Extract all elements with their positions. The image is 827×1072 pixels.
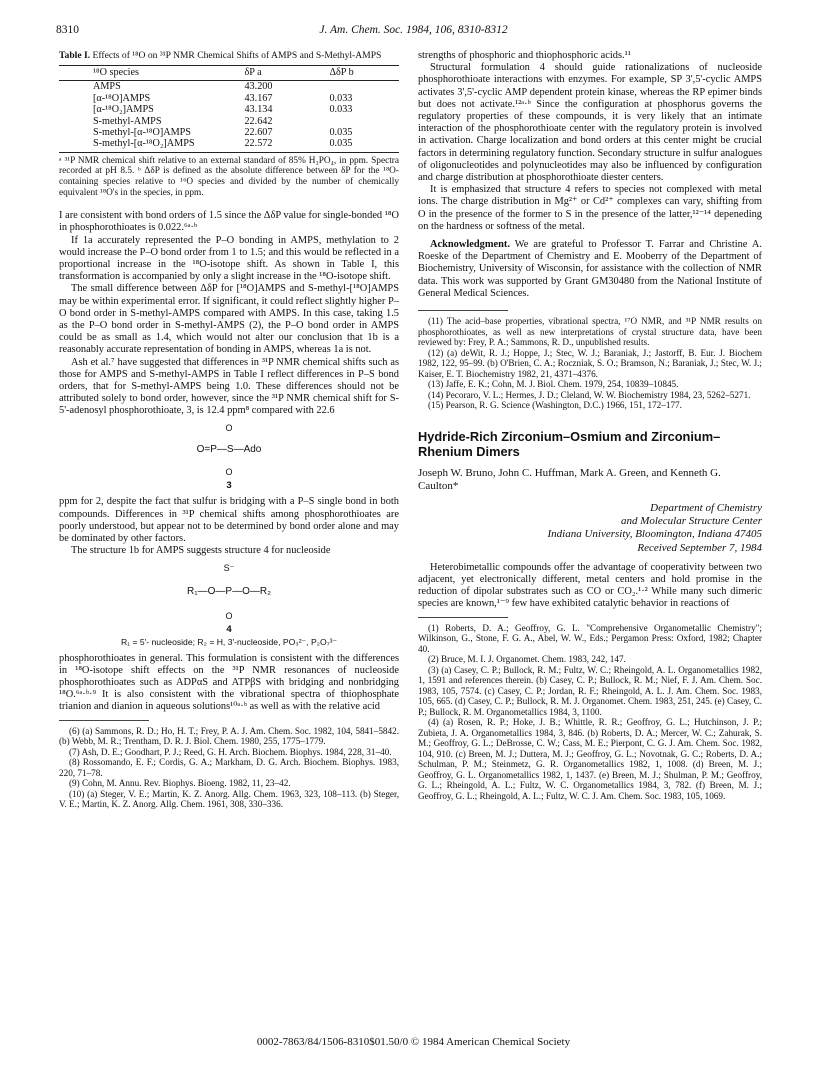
cell-species: [α-¹⁸O₂]AMPS (93, 104, 154, 116)
body-paragraph: I are consistent with bond orders of 1.5 since the ΔδP value for single-bonded ¹⁸O in phosphorothioates is 0.022.⁶ᵃ·ᵇ (59, 210, 399, 234)
col-header-delta: ΔδP b (329, 66, 399, 81)
body-paragraph: Structural formulation 4 should guide rationalizations of nucleoside phosphorothioate interactions with enzymes. For example, SP 3',5'-cyclic AMPS activates 3',5'-cyclic AMP dependent protein kinase, whereas the RP epimer binds but does not activate.¹²ᵃ·ᵇ Since the configuration at phosphorus governs the regulatory properties of these compounds, it is very likely that an intimate interaction of the phosphorothioate center with the regulatory protein is involved in activation. Charge localization and bond orders at this center might be crucial factors in determining regulatory function. Secondary structure in sulfur analogues of oligonucleotides and polynucleotides may also be influenced by configuration and charge distribution at phosphorothioate diester centers. (418, 62, 762, 184)
table-header-row (59, 66, 399, 81)
structure-4-bottom-atom: O (225, 610, 233, 621)
structure-3-label: 3 (226, 480, 232, 492)
body-paragraph: Ash et al.⁷ have suggested that differences in ³¹P NMR chemical shifts such as those for AMPS and S-methyl-AMPS in Table I reflect differences in P–S bond orders, that for S-methyl-AMPS being 1.0. These differences should not be attributed solely to bond order, however, since the ³¹P NMR chemical shift for S-5'-adenosyl phosphorothioate, 3, is 12.4 ppm⁸ compared with 22.6 (59, 356, 399, 417)
reference-item: (7) Ash, D. E.; Goodhart, P. J.; Reed, G. H. Arch. Biochem. Biophys. 1984, 228, 31–40. (69, 746, 392, 757)
received-date: Received September 7, 1984 (637, 541, 762, 554)
body-paragraph: The small difference between ΔδP for [¹⁸O]AMPS and S-methyl-[¹⁸O]AMPS may be within experimental error. If significant, it could reflect slightly higher P–O bond order in S-methyl-AMPS compared with AMPS. In this case, taking 1.5 as the P–O bond order in S-methyl-AMPS (2), the P–O bond order in AMPS could be as small as 1.4, which would not alter our conclusion that 1b is a reasonably accurate representation of bonding in AMPS, whereas 1a is not. (59, 283, 399, 356)
structure-4-top-atom: S⁻ (223, 562, 235, 573)
cell-shift: 22.572 (244, 138, 329, 152)
cell-species: [α-¹⁸O]AMPS (93, 92, 151, 104)
structure-3-bottom-atom: O (225, 467, 233, 478)
col-header-species: ¹⁸O species (59, 66, 244, 81)
table-row (59, 116, 399, 127)
running-header (56, 24, 771, 40)
table-row (59, 104, 399, 115)
footnote-divider (59, 720, 149, 721)
table-row (59, 138, 399, 152)
body-paragraph: Heterobimetallic compounds offer the advantage of cooperativity between two adjacent, yet electronically different, metal centers and hold promise in the reduction of dipolar substrates such as CO or CO₂.¹·² While many such dimeric species are known,¹⁻⁹ few have exhibited catalytic behavior in reactions of (418, 561, 762, 610)
right-column (418, 50, 762, 801)
body-paragraph: strengths of phosphoric and thiophosphoric acids.¹¹ (418, 50, 631, 61)
table-caption (59, 50, 399, 61)
reference-item: (14) Pecoraro, V. L.; Hermes, J. D.; Cleland, W. W. Biochemistry 1984, 23, 5262–5271. (428, 389, 751, 400)
reference-item: (13) Jaffe, E. K.; Cohn, M. J. Biol. Chem. 1979, 254, 10839–10845. (428, 379, 679, 390)
body-paragraph: If 1a accurately represented the P–O bonding in AMPS, methylation to 2 would increase the P–O bond order from 1 to 1.5; and this would be reflected in a proportional increase in the ¹⁸O-isotope shift. As shown in Table I, this transformation is accompanied by only a slight increase in the ¹⁸O-isotope shift. (59, 234, 399, 283)
body-paragraph: It is emphasized that structure 4 refers to species not complexed with metal ions. The charge distribution in Mg²⁺ or Cd²⁺ complexes can vary, shifting from O in the presence of the former to S in the presence of the latter,¹²⁻¹⁴ depeneding on the hardness or softness of the metal. (418, 184, 762, 232)
reference-item: (8) Rossomando, E. F.; Cordis, G. A.; Markham, D. G. Arch. Biochem. Biophys. 1983, 220, 71–78. (59, 757, 399, 778)
page-footer: 0002-7863/84/1506-8310$01.50/0 © 1984 American Chemical Society (256, 1036, 571, 1048)
reference-item: (2) Bruce, M. I. J. Organomet. Chem. 1983, 242, 147. (428, 654, 626, 665)
footnote-divider (418, 617, 508, 618)
table-caption-text: Effects of ¹⁸O on ³¹P NMR Chemical Shifts of AMPS and S-Methyl-AMPS (92, 50, 382, 61)
reference-item: (10) (a) Steger, V. E.; Martin, K. Z. Anorg. Allg. Chem. 1963, 323, 108–113. (b) Steger, V. E.; Martin, K. Z. Anorg. Allg. Chem. 1961, 308, 330–336. (59, 788, 399, 810)
reference-list (418, 316, 762, 411)
cell-delta: 0.035 (329, 127, 353, 139)
table-label: Table I. (59, 50, 91, 61)
cell-shift: 43.167 (244, 92, 273, 104)
cell-species: AMPS (93, 81, 121, 93)
cell-delta: 0.035 (329, 138, 399, 152)
article-title: Hydride-Rich Zirconium–Osmium and Zirconium–Rhenium Dimers (418, 428, 721, 459)
table-row (59, 127, 399, 138)
structure-4-formula: R₁—O—P—O—R₂ (187, 585, 271, 597)
body-paragraph: phosphorothioates in general. This formulation is consistent with the differences in ¹⁸O-isotope shift effects on the ³¹P NMR resonances of nucleoside phosphorothioates such as ADPαS and ATPβS with bridging and nonbridging ¹⁸O.⁶ᵃ·ᵇ·⁹ It is also consistent with the vibrational spectra of thiophosphate trianion and dianion in aqueous solutions¹⁰ᵃ·ᵇ as well as with the relative acid (59, 652, 399, 713)
structure-3-top-atom: O (225, 422, 233, 433)
affiliation (418, 502, 762, 541)
acknowledgment-text: We are grateful to Professor T. Farrar and Christine A. Roeske of the Department of Chemistry and E. Mooberry of the Department of Biochemistry, University of Wisconsin, for assistance with the collection of NMR data. This work was supported by Grant GM30480 from the National Institute of General Medical Sciences. (418, 239, 762, 299)
cell-species: S-methyl-AMPS (93, 115, 162, 127)
article-authors: Joseph W. Bruno, John C. Huffman, Mark A. Green, and Kenneth G. Caulton* (418, 466, 721, 492)
body-paragraph: The structure 1b for AMPS suggests structure 4 for nucleoside (71, 545, 331, 557)
cell-delta: 0.033 (329, 104, 353, 116)
reference-item: (12) (a) deWit, R. J.; Hoppe, J.; Stec, W. J.; Baraniak, J.; Jastorff, B. Eur. J. Biochem 1982, 122, 95–99. (b) O'Brien, C. A.; Roczniak, S. O.; Bramson, N.; Baraniak, J.; Stec, W. J.; Kaiser, E. T. Biochemistry 1982, 21, 4371–4376. (418, 347, 762, 379)
body-paragraph: ppm for 2, despite the fact that sulfur is bridging with a P–S single bond in both compounds. Differences in ³¹P chemical shifts among phosphorothioates are poorly understood, but appear not to be determined by bond order alone and may be dominated by other factors. (59, 496, 399, 545)
reference-item: (11) The acid–base properties, vibrational spectra, ¹⁷O NMR, and ³¹P NMR results on phosphorothioates, as well as new interpretations of crystal structure data, have been reviewed by: Frey, P. A.; Sammons, R. D., unpublished results. (418, 316, 762, 348)
table-footnote: ᵃ ³¹P NMR chemical shift relative to an external standard of 85% H₃PO₄, in ppm. Spectra recorded at pH 8.5. ᵇ ΔδP is defined as the absolute difference between δP for the ¹⁸O-containing species relative to ¹⁶O species and divided by the number of chemically equivalent ¹⁸O's in the species, in ppm. (59, 155, 399, 198)
col-header-shift: δP a (244, 66, 329, 81)
acknowledgment (418, 239, 762, 300)
cell-species: S-methyl-[α-¹⁸O₂]AMPS (59, 138, 244, 152)
cell-shift: 43.134 (244, 104, 273, 116)
reference-list (59, 726, 399, 810)
structure-4 (59, 562, 399, 649)
reference-item: (15) Pearson, R. G. Science (Washington, D.C.) 1966, 151, 172–177. (428, 400, 682, 411)
cell-species: S-methyl-[α-¹⁸O]AMPS (93, 127, 191, 139)
reference-item: (9) Cohn, M. Annu. Rev. Biophys. Bioeng. 1982, 11, 23–42. (69, 778, 291, 789)
cell-shift: 22.607 (244, 127, 273, 139)
reference-item: (6) (a) Sammons, R. D.; Ho, H. T.; Frey, P. A. J. Am. Chem. Soc. 1982, 104, 5841–5842. (b) Webb, M. R.; Trentham, D. R. J. Biol. Chem. 1980, 255, 1775–1779. (59, 725, 399, 747)
table-row (59, 81, 399, 93)
footnote-divider (418, 310, 508, 311)
affiliation-line: and Molecular Structure Center (620, 514, 762, 527)
reference-item: (3) (a) Casey, C. P.; Bullock, R. M.; Fultz, W. C.; Rheingold, A. L. Organometallics 1982, 1, 1591 and references therein. (b) Casey, C. P.; Bullock, R. M.; Nief, F. J. Am. Chem. Soc. 1983, 105, 7574. (c) Casey, C. P.; Jordan, R. F.; Rheingold, A. L. J. Am. Chem. Soc. 1983, 105, 665. (d) Casey, C. P.; Bullock, R. M. J. Organomet. Chem. 1983, 251, 245. (e) Casey, C. P.; Bullock, R. M. Organometallics 1984, 3, 1100. (418, 664, 762, 717)
reference-list (418, 623, 762, 802)
cell-delta (329, 81, 399, 93)
left-column (59, 50, 399, 810)
structure-3-formula: O=P—S—Ado (196, 443, 262, 455)
journal-citation: J. Am. Chem. Soc. 1984, 106, 8310-8312 (319, 24, 508, 36)
cell-delta: 0.033 (329, 92, 353, 104)
cell-shift: 43.200 (244, 81, 273, 93)
table-row (59, 93, 399, 104)
affiliation-line: Indiana University, Bloomington, Indiana 47405 (547, 527, 762, 540)
affiliation-line: Department of Chemistry (650, 501, 762, 514)
structure-3 (59, 422, 399, 493)
page-number: 8310 (56, 24, 79, 36)
structure-4-legend: R₁ = 5'- nucleoside; R₂ = H, 3'-nucleoside, PO₃²⁻, P₂O₇³⁻ (120, 637, 338, 648)
reference-item: (1) Roberts, D. A.; Geoffroy, G. L. "Comprehensive Organometallic Chemistry"; Wilkinson, G., Stone, F. G. A., Abel, W. W., Eds.; Pergamon Press: Oxford, 1982; Chapter 40. (418, 622, 762, 654)
reference-item: (4) (a) Rosen, R. P.; Hoke, J. B.; Whittle, R. R.; Geoffroy, G. L.; Hutchinson, J. P.; Zubieta, J. A. Organometallics 1984, 3, 846. (b) Roberts, D. A.; Mercer, W. C.; Zahurak, S. M.; Geoffroy, G. L.; DeBrosse, C. W.; Cass, M. E.; Pierpont, C. G. J. Am. Chem. Soc. 1982, 104, 910. (c) Breen, M. J.; Duttera, M. J.; Geoffroy, G. L.; Novotnak, G. C.; Roberts, D. A.; Schulman, P. M.; Steinmetz, G. R. Organometallics 1982, 1, 1008. (d) Breen, M. J.; Geoffroy, G. L. Organometallics 1982, 1, 1437. (e) Breen, M. J.; Shulman, P. M.; Geoffroy, G. L.; Rheingold, A. L.; Fultz, W. C. Organometallics 1984, 3, 782. (f) Breen, M. J.; Geoffroy, G. L.; Rheingold, A. L.; Fultz, W. C. J. Am. Chem. Soc. 1983, 105, 1069. (418, 717, 762, 801)
nmr-table (59, 65, 399, 153)
structure-4-label: 4 (226, 624, 232, 636)
acknowledgment-label: Acknowledgment. (430, 239, 510, 251)
cell-delta (329, 116, 399, 127)
cell-shift: 22.642 (244, 115, 273, 127)
